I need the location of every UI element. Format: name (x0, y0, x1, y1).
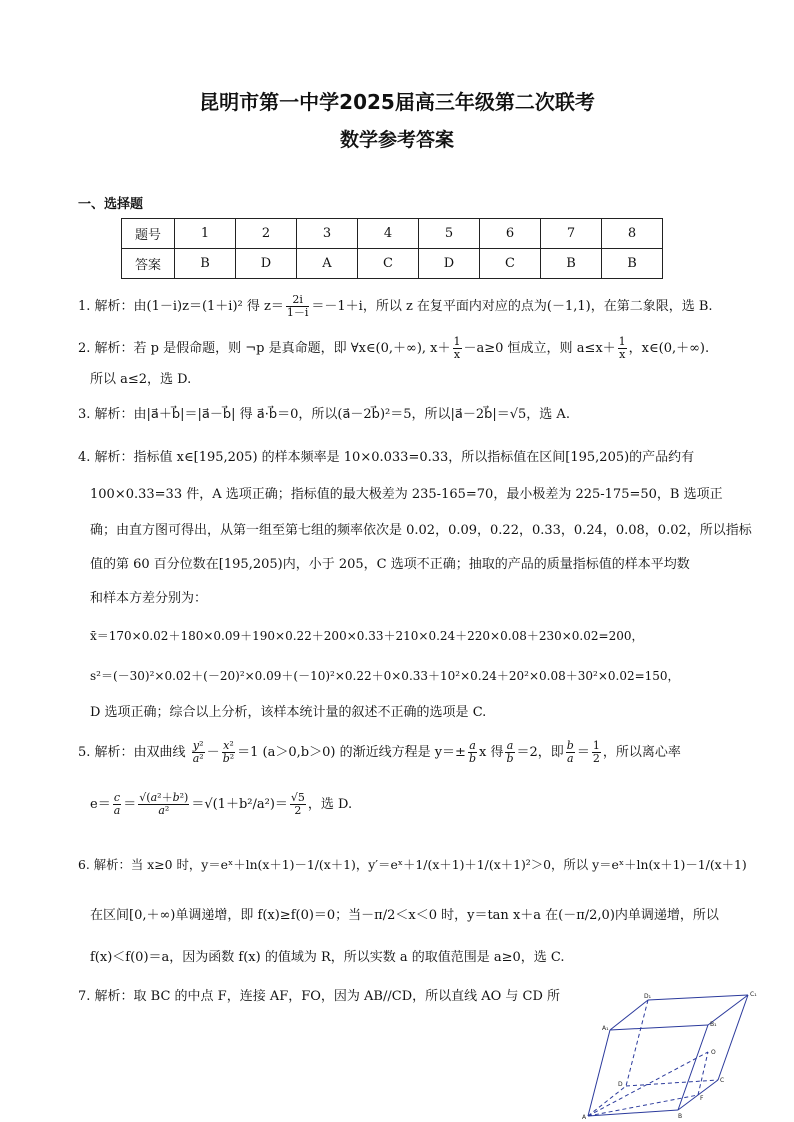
fraction-a-b-2 (505, 740, 514, 765)
solution-6-line: 6. 解析：当 x≥0 时，y＝eˣ＋ln(x＋1)－1/(x＋1)，y′＝eˣ＋1/(x＋1)＋1/(x＋1)²＞0，所以 y＝eˣ＋ln(x＋1)－1/(x＋1) (78, 857, 747, 872)
numerator: x² (223, 739, 234, 752)
label-f: F (700, 1095, 704, 1102)
numerator: 1 (618, 335, 626, 348)
table-cell: 7 (541, 219, 602, 249)
numerator: 2i (286, 294, 310, 307)
edge (718, 995, 748, 1080)
q5-text-a: 5. 解析：由双曲线 (78, 745, 186, 760)
solution-7: 7. 解析：取 BC 的中点 F，连接 AF，FO，因为 AB//CD，所以直线 AO 与 CD 所 (78, 989, 561, 1004)
q5-e-label: e＝ (90, 797, 111, 812)
q5-text-f: ，所以离心率 (602, 745, 681, 760)
numerator: y² (192, 739, 204, 752)
denominator: b (506, 752, 514, 765)
solution-4-line: 值的第 60 百分位数在[195,205)内，小于 205，C 选项不正确；抽取的产品的质量指标值的样本平均数 (90, 557, 690, 572)
fraction-sqrt (138, 792, 189, 817)
table-cell: 8 (602, 219, 663, 249)
q5-text-c: x 得 (479, 745, 504, 760)
fraction-a-b (468, 740, 477, 765)
denominator: a (113, 804, 121, 817)
numerator: 1 (453, 335, 461, 348)
label-b: B (678, 1113, 683, 1120)
solution-6-line: 在区间[0,＋∞)单调递增，即 f(x)≥f(0)＝0；当－π/2＜x＜0 时，y＝tan x＋a 在(－π/2,0)内单调递增，所以 (90, 908, 719, 923)
row-label: 题号 (122, 219, 175, 249)
solution-4-mean: x̄＝170×0.02＋180×0.09＋190×0.22＋200×0.33＋210×0.24＋220×0.08＋230×0.02=200， (90, 629, 644, 643)
table-cell: A (297, 249, 358, 279)
table-row (122, 249, 663, 279)
parallelepiped-figure (580, 990, 770, 1120)
label-d: D (618, 1081, 623, 1088)
solution-1 (78, 294, 713, 319)
solution-4-line: 4. 解析：指标值 x∈[195,205) 的样本频率是 10×0.033=0.33，所以指标值在区间[195,205)的产品约有 (78, 450, 695, 465)
label-a: A (582, 1114, 587, 1120)
q5-sqrt-text: ＝√(1＋b²/a²)＝ (191, 797, 288, 812)
numerator: √(a²＋b²) (139, 791, 189, 804)
label-o: O (711, 1049, 716, 1056)
table-cell: 3 (297, 219, 358, 249)
q2-text-b: －a≥0 恒成立，则 a≤x＋ (463, 341, 616, 356)
answer-table (121, 218, 663, 279)
label-a1: A₁ (602, 1025, 609, 1032)
hidden-edge (626, 1000, 648, 1086)
q2-fraction-2 (618, 336, 627, 361)
q5-text-d: ＝2，即 (516, 745, 564, 760)
q1-fraction (286, 294, 310, 319)
table-cell: B (602, 249, 663, 279)
solution-2 (78, 336, 709, 361)
q2-fraction (453, 336, 462, 361)
solution-4-line: 100×0.33=33 件，A 选项正确；指标值的最大极差为 235-165=70，最小极差为 225-175=50，B 选项正 (90, 487, 723, 502)
denominator: 1－i (286, 306, 309, 319)
fraction-sqrt5-2 (290, 792, 306, 817)
numerator: a (506, 739, 514, 752)
numerator: 1 (592, 739, 600, 752)
hidden-edge (588, 1052, 708, 1116)
hidden-edge (626, 1080, 718, 1086)
q2-text-a: 2. 解析：若 p 是假命题，则 ¬p 是真命题，即 ∀x∈(0,＋∞), x＋ (78, 341, 451, 356)
edge (588, 1110, 678, 1116)
denominator: a² (158, 804, 170, 817)
edge (610, 1025, 708, 1030)
fraction-x2-b2 (222, 740, 235, 765)
numerator: c (113, 791, 121, 804)
fraction-y2-a2 (192, 740, 205, 765)
q1-text-a: 1. 解析：由(1－i)z＝(1＋i)² 得 z＝ (78, 299, 284, 314)
label-d1: D₁ (644, 993, 652, 1000)
fraction-1-2 (592, 740, 601, 765)
hidden-edge (588, 1086, 626, 1116)
solution-4-line: D 选项正确；综合以上分析，该样本统计量的叙述不正确的选项是 C. (90, 705, 487, 720)
row-label: 答案 (122, 249, 175, 279)
label-c: C (720, 1077, 725, 1084)
label-b1: B₁ (710, 1021, 717, 1028)
solution-5-line2 (90, 792, 352, 817)
q2-text-c: ，x∈(0,＋∞). (628, 341, 710, 356)
denominator: b (468, 752, 476, 765)
q5-equals: ＝ (123, 797, 137, 812)
table-cell: B (541, 249, 602, 279)
solution-4-line: 确；由直方图可得出，从第一组至第七组的频率依次是 0.02，0.09，0.22，0.33，0.24，0.08，0.02，所以指标 (90, 523, 752, 538)
solution-6-line: f(x)＜f(0)＝a，因为函数 f(x) 的值域为 R，所以实数 a 的取值范围是 a≥0，选 C. (90, 950, 565, 965)
solution-3: 3. 解析：由|a⃗＋b⃗|＝|a⃗－b⃗| 得 a⃗·b⃗＝0，所以(a⃗－2b⃗)²＝5，所以|a⃗－2b⃗|＝√5，选 A. (78, 407, 570, 422)
table-row (122, 219, 663, 249)
table-cell: 2 (236, 219, 297, 249)
numerator: a (469, 739, 476, 752)
denominator: a² (192, 752, 204, 765)
q5-text-b: ＝1 (a＞0,b＞0) 的渐近线方程是 y＝± (237, 745, 466, 760)
denominator: x (453, 348, 461, 361)
label-c1: C₁ (750, 991, 757, 998)
table-cell: 4 (358, 219, 419, 249)
edge (648, 995, 748, 1000)
fraction-c-a (113, 792, 122, 817)
solution-2-line2: 所以 a≤2，选 D. (90, 372, 192, 387)
solution-5: 5. 解析：由双曲线 $\frac{\text{y²}}{\text{a²}}$ － $\frac{\text{x²}}{\text{b²}}$ ＝1 (a＞0,b＞0) 的渐近线方程是 y＝± $\frac{a}{b}$ x 得 $\frac{a}{b}$ ＝2，即 $\frac{b}{a}$ ＝ $\frac{1}{2}$ ，所以离心率 (78, 739, 681, 765)
section-heading: 一、选择题 (78, 197, 144, 212)
q1-text-b: ＝－1＋i，所以 z 在复平面内对应的点为(－1,1)，在第二象限，选 B. (311, 299, 713, 314)
table-cell: 1 (175, 219, 236, 249)
denominator: b² (222, 752, 235, 765)
solution-4-variance: s²＝(－30)²×0.02＋(－20)²×0.09＋(－10)²×0.22＋0×0.33＋10²×0.24＋20²×0.08＋30²×0.02=150， (90, 669, 680, 683)
table-cell: C (480, 249, 541, 279)
table-cell: D (236, 249, 297, 279)
table-cell: C (358, 249, 419, 279)
table-cell: 6 (480, 219, 541, 249)
q5-text-e: ＝ (576, 745, 590, 760)
table-cell: 5 (419, 219, 480, 249)
edge (610, 1000, 648, 1030)
page-subtitle: 数学参考答案 (339, 129, 454, 151)
table-cell: D (419, 249, 480, 279)
denominator: 2 (294, 804, 302, 817)
page-title: 昆明市第一中学2025届高三年级第二次联考 (199, 90, 595, 114)
denominator: a (567, 752, 574, 765)
edge (678, 1025, 708, 1110)
edge (588, 1030, 610, 1116)
fraction-b-a (566, 740, 575, 765)
table-cell: B (175, 249, 236, 279)
numerator: b (566, 739, 574, 752)
numerator: √5 (290, 791, 305, 804)
denominator: 2 (592, 752, 600, 765)
denominator: x (619, 348, 626, 361)
q5-choice: ，选 D. (307, 797, 353, 812)
solution-4-line: 和样本方差分别为： (90, 591, 208, 606)
